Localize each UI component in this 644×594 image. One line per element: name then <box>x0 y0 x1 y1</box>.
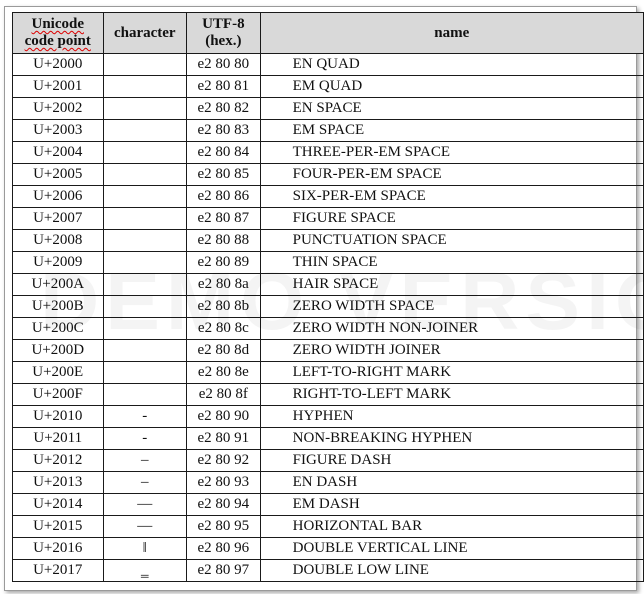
name-cell: HAIR SPACE <box>260 274 643 296</box>
name-cell: DOUBLE VERTICAL LINE <box>260 538 643 560</box>
utf8-cell: e2 80 80 <box>187 54 261 76</box>
codepoint-cell: U+2010 <box>13 406 104 428</box>
character-cell: ‐ <box>103 406 187 428</box>
utf8-cell: e2 80 85 <box>187 164 261 186</box>
header-codepoint-line2: code point <box>24 33 91 49</box>
table-row <box>13 494 644 516</box>
name-cell: EM QUAD <box>260 76 643 98</box>
table-row <box>13 296 644 318</box>
utf8-cell: e2 80 90 <box>187 406 261 428</box>
table-row <box>13 252 644 274</box>
codepoint-cell: U+2003 <box>13 120 104 142</box>
codepoint-cell: U+2017 <box>13 560 104 582</box>
codepoint-cell: U+200A <box>13 274 104 296</box>
utf8-cell: e2 80 97 <box>187 560 261 582</box>
character-cell <box>103 98 187 120</box>
name-cell: NON-BREAKING HYPHEN <box>260 428 643 450</box>
header-utf8 <box>187 13 261 54</box>
codepoint-cell: U+2004 <box>13 142 104 164</box>
codepoint-cell: U+2002 <box>13 98 104 120</box>
name-cell: DOUBLE LOW LINE <box>260 560 643 582</box>
table-row <box>13 362 644 384</box>
table-row <box>13 120 644 142</box>
utf8-cell: e2 80 86 <box>187 186 261 208</box>
table-row <box>13 538 644 560</box>
codepoint-cell: U+2015 <box>13 516 104 538</box>
character-cell: ‑ <box>103 428 187 450</box>
utf8-cell: e2 80 8a <box>187 274 261 296</box>
utf8-cell: e2 80 8f <box>187 384 261 406</box>
character-cell <box>103 54 187 76</box>
character-cell <box>103 230 187 252</box>
utf8-cell: e2 80 8b <box>187 296 261 318</box>
character-cell <box>103 208 187 230</box>
name-cell: THIN SPACE <box>260 252 643 274</box>
codepoint-cell: U+2005 <box>13 164 104 186</box>
codepoint-cell: U+200E <box>13 362 104 384</box>
utf8-cell: e2 80 88 <box>187 230 261 252</box>
utf8-cell: e2 80 84 <box>187 142 261 164</box>
character-cell: ‒ <box>103 450 187 472</box>
codepoint-cell: U+2007 <box>13 208 104 230</box>
table-row <box>13 76 644 98</box>
table-row <box>13 274 644 296</box>
name-cell: LEFT-TO-RIGHT MARK <box>260 362 643 384</box>
utf8-cell: e2 80 96 <box>187 538 261 560</box>
name-cell: FIGURE DASH <box>260 450 643 472</box>
character-cell <box>103 274 187 296</box>
codepoint-cell: U+2006 <box>13 186 104 208</box>
table-row <box>13 230 644 252</box>
name-cell: EN SPACE <box>260 98 643 120</box>
table-row <box>13 472 644 494</box>
name-cell: PUNCTUATION SPACE <box>260 230 643 252</box>
table-row <box>13 560 644 582</box>
table-row <box>13 406 644 428</box>
name-cell: ZERO WIDTH NON-JOINER <box>260 318 643 340</box>
character-cell <box>103 362 187 384</box>
utf8-cell: e2 80 8d <box>187 340 261 362</box>
codepoint-cell: U+200C <box>13 318 104 340</box>
header-codepoint-line1: Unicode <box>31 16 84 32</box>
name-cell: THREE-PER-EM SPACE <box>260 142 643 164</box>
codepoint-cell: U+200F <box>13 384 104 406</box>
utf8-cell: e2 80 8c <box>187 318 261 340</box>
codepoint-cell: U+2009 <box>13 252 104 274</box>
header-name: name <box>260 13 643 54</box>
table-row <box>13 384 644 406</box>
name-cell: FIGURE SPACE <box>260 208 643 230</box>
codepoint-cell: U+200B <box>13 296 104 318</box>
character-cell <box>103 252 187 274</box>
table-row <box>13 98 644 120</box>
character-cell: ― <box>103 516 187 538</box>
codepoint-cell: U+2011 <box>13 428 104 450</box>
table-row <box>13 428 644 450</box>
character-cell <box>103 296 187 318</box>
codepoint-cell: U+2012 <box>13 450 104 472</box>
character-cell <box>103 340 187 362</box>
character-cell: ‗ <box>103 560 187 582</box>
table-row <box>13 516 644 538</box>
name-cell: SIX-PER-EM SPACE <box>260 186 643 208</box>
character-cell <box>103 318 187 340</box>
character-cell <box>103 76 187 98</box>
codepoint-cell: U+2014 <box>13 494 104 516</box>
table-row <box>13 54 644 76</box>
character-cell <box>103 142 187 164</box>
codepoint-cell: U+2013 <box>13 472 104 494</box>
unicode-table <box>12 12 644 582</box>
codepoint-cell: U+2016 <box>13 538 104 560</box>
table-row <box>13 164 644 186</box>
table-row <box>13 450 644 472</box>
name-cell: HORIZONTAL BAR <box>260 516 643 538</box>
character-cell: — <box>103 494 187 516</box>
codepoint-cell: U+2000 <box>13 54 104 76</box>
table-row <box>13 142 644 164</box>
header-utf8-line1: UTF-8 <box>202 16 245 32</box>
utf8-cell: e2 80 95 <box>187 516 261 538</box>
utf8-cell: e2 80 93 <box>187 472 261 494</box>
utf8-cell: e2 80 83 <box>187 120 261 142</box>
name-cell: HYPHEN <box>260 406 643 428</box>
character-cell: ‖ <box>103 538 187 560</box>
character-cell <box>103 164 187 186</box>
character-cell <box>103 120 187 142</box>
name-cell: ZERO WIDTH JOINER <box>260 340 643 362</box>
header-utf8-line2: (hex.) <box>205 33 242 49</box>
name-cell: EM DASH <box>260 494 643 516</box>
name-cell: EN QUAD <box>260 54 643 76</box>
table-row <box>13 340 644 362</box>
utf8-cell: e2 80 81 <box>187 76 261 98</box>
utf8-cell: e2 80 89 <box>187 252 261 274</box>
character-cell <box>103 384 187 406</box>
name-cell: FOUR-PER-EM SPACE <box>260 164 643 186</box>
name-cell: EM SPACE <box>260 120 643 142</box>
utf8-cell: e2 80 82 <box>187 98 261 120</box>
table-row <box>13 318 644 340</box>
table-row <box>13 208 644 230</box>
utf8-cell: e2 80 91 <box>187 428 261 450</box>
utf8-cell: e2 80 92 <box>187 450 261 472</box>
character-cell: – <box>103 472 187 494</box>
utf8-cell: e2 80 87 <box>187 208 261 230</box>
name-cell: RIGHT-TO-LEFT MARK <box>260 384 643 406</box>
table-body <box>13 54 644 582</box>
header-character: character <box>103 13 187 54</box>
character-cell <box>103 186 187 208</box>
codepoint-cell: U+200D <box>13 340 104 362</box>
codepoint-cell: U+2001 <box>13 76 104 98</box>
table-header-row <box>13 13 644 54</box>
codepoint-cell: U+2008 <box>13 230 104 252</box>
header-codepoint <box>13 13 104 54</box>
table-row <box>13 186 644 208</box>
name-cell: EN DASH <box>260 472 643 494</box>
utf8-cell: e2 80 94 <box>187 494 261 516</box>
utf8-cell: e2 80 8e <box>187 362 261 384</box>
name-cell: ZERO WIDTH SPACE <box>260 296 643 318</box>
